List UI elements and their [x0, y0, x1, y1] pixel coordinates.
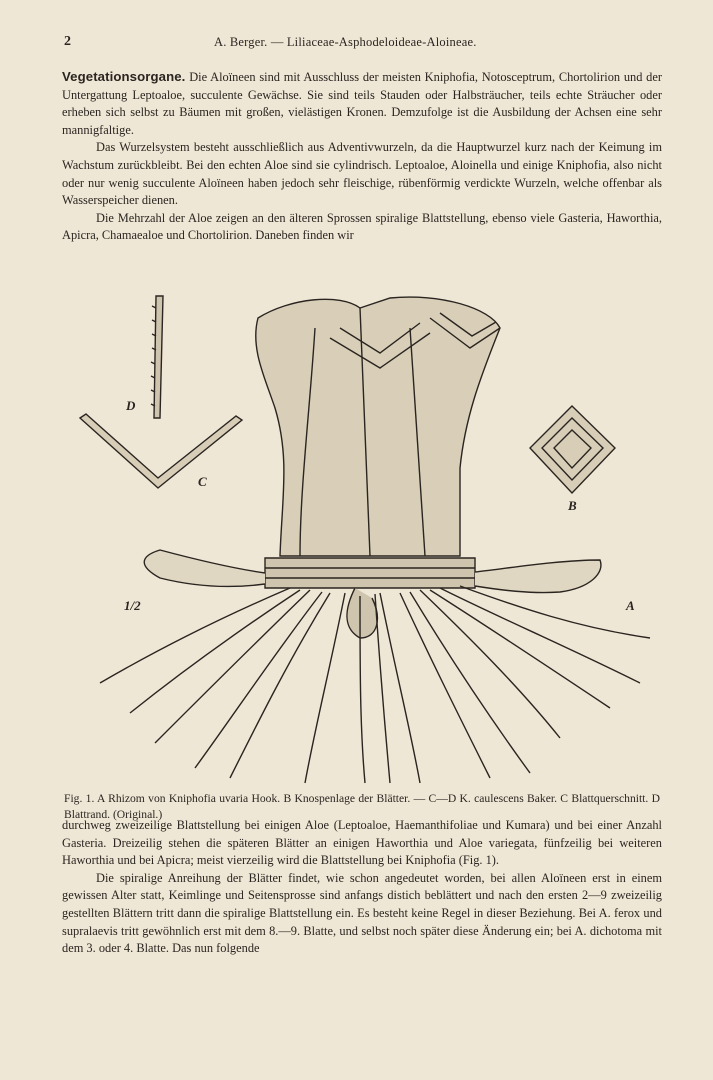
figure-caption-text: Fig. 1. A Rhizom von Kniphofia uvaria Hook. B Knospenlage der Blätter. — C—D K. caulescens Baker. C Blattquerschnitt. D Blattrand. (Original.)	[64, 792, 660, 821]
bud-arrangement-drawing	[530, 406, 615, 493]
section-title: Vegetationsorgane.	[62, 69, 186, 84]
rhizome-drawing	[100, 297, 650, 783]
paragraph-3: Die Mehrzahl der Aloe zeigen an den älteren Sprossen spiralige Blattstellung, ebenso viele Gasteria, Haworthia, Apicra, Chamaealoe und Chortolirion. Daneben finden wir	[62, 210, 662, 243]
paragraph-5: Die spiralige Anreihung der Blätter findet, wie schon angedeutet worden, bei allen Aloïneen erst in einem gewissen Alter statt, Keimlinge und Seitensprosse sind anfangs distich beblättert und nach den ersten 2—9 zweizeilig gestellten Blättern tritt dann die spiralige Blattstellung ein. Es besteht keine Regel in dieser Beziehung. Bei A. ferox und supralaevis tritt gewöhnlich erst mit dem 8.—9. Blatte, und selbst noch später diese Änderung ein; bei A. dichotoma mit dem 3. oder 4. Blatte. Das nun folgende	[62, 870, 662, 956]
figure-label-D: D	[126, 398, 136, 413]
text-block-top	[62, 68, 662, 245]
leaf-margin-drawing	[151, 296, 163, 418]
figure-label-C: C	[198, 474, 207, 489]
figure-scale-label: 1/2	[124, 598, 141, 613]
running-head: A. Berger. — Liliaceae-Asphodeloideae-Aloineae.	[214, 35, 477, 49]
page-header	[64, 34, 655, 52]
paragraph-1	[62, 68, 662, 139]
figure-1	[60, 288, 660, 788]
figure-label-B: B	[568, 498, 577, 513]
paragraph-1-text: Die Aloïneen sind mit Ausschluss der meisten Kniphofia, Notosceptrum, Chortolirion und der Untergattung Leptoaloe, succulente Gewächse. Sie sind teils Stauden oder Halbsträucher, teils echte Sträucher oder erheben sich selbst zu Bäumen mit großen, vielästigen Kronen. Demzufolge ist die Ausbildung der Achsen eine sehr mannigfaltige.	[62, 70, 662, 137]
paragraph-2: Das Wurzelsystem besteht ausschließlich aus Adventivwurzeln, da die Hauptwurzel kurz nach der Keimung im Wachstum zurückbleibt. Bei den echten Aloe sind sie cylindrisch. Leptoaloe, Aloinella und einige Kniphofia, also nicht oder nur wenig succulente Aloïneen haben jedoch sehr fleischige, rübenförmig verdickte Wurzeln, welche offenbar als Wasserspeicher dienen.	[62, 140, 662, 208]
text-block-bottom	[62, 817, 662, 958]
paragraph-4: durchweg zweizeilige Blattstellung bei einigen Aloe (Leptoaloe, Haemanthifoliae und Kumara) und bei einer Anzahl Gasteria. Dreizeilig stehen die späteren Blätter an einigen Haworthia und Aloe variegata, fünfzeilig bei weiteren Haworthia und bei Apicra; meist vierzeilig wird die Blattstellung bei Kniphofia (Fig. 1).	[62, 818, 662, 868]
page-number: 2	[64, 34, 72, 49]
figure-illustration	[60, 288, 660, 788]
figure-label-A: A	[626, 598, 635, 613]
leaf-cross-section-drawing	[80, 414, 242, 488]
